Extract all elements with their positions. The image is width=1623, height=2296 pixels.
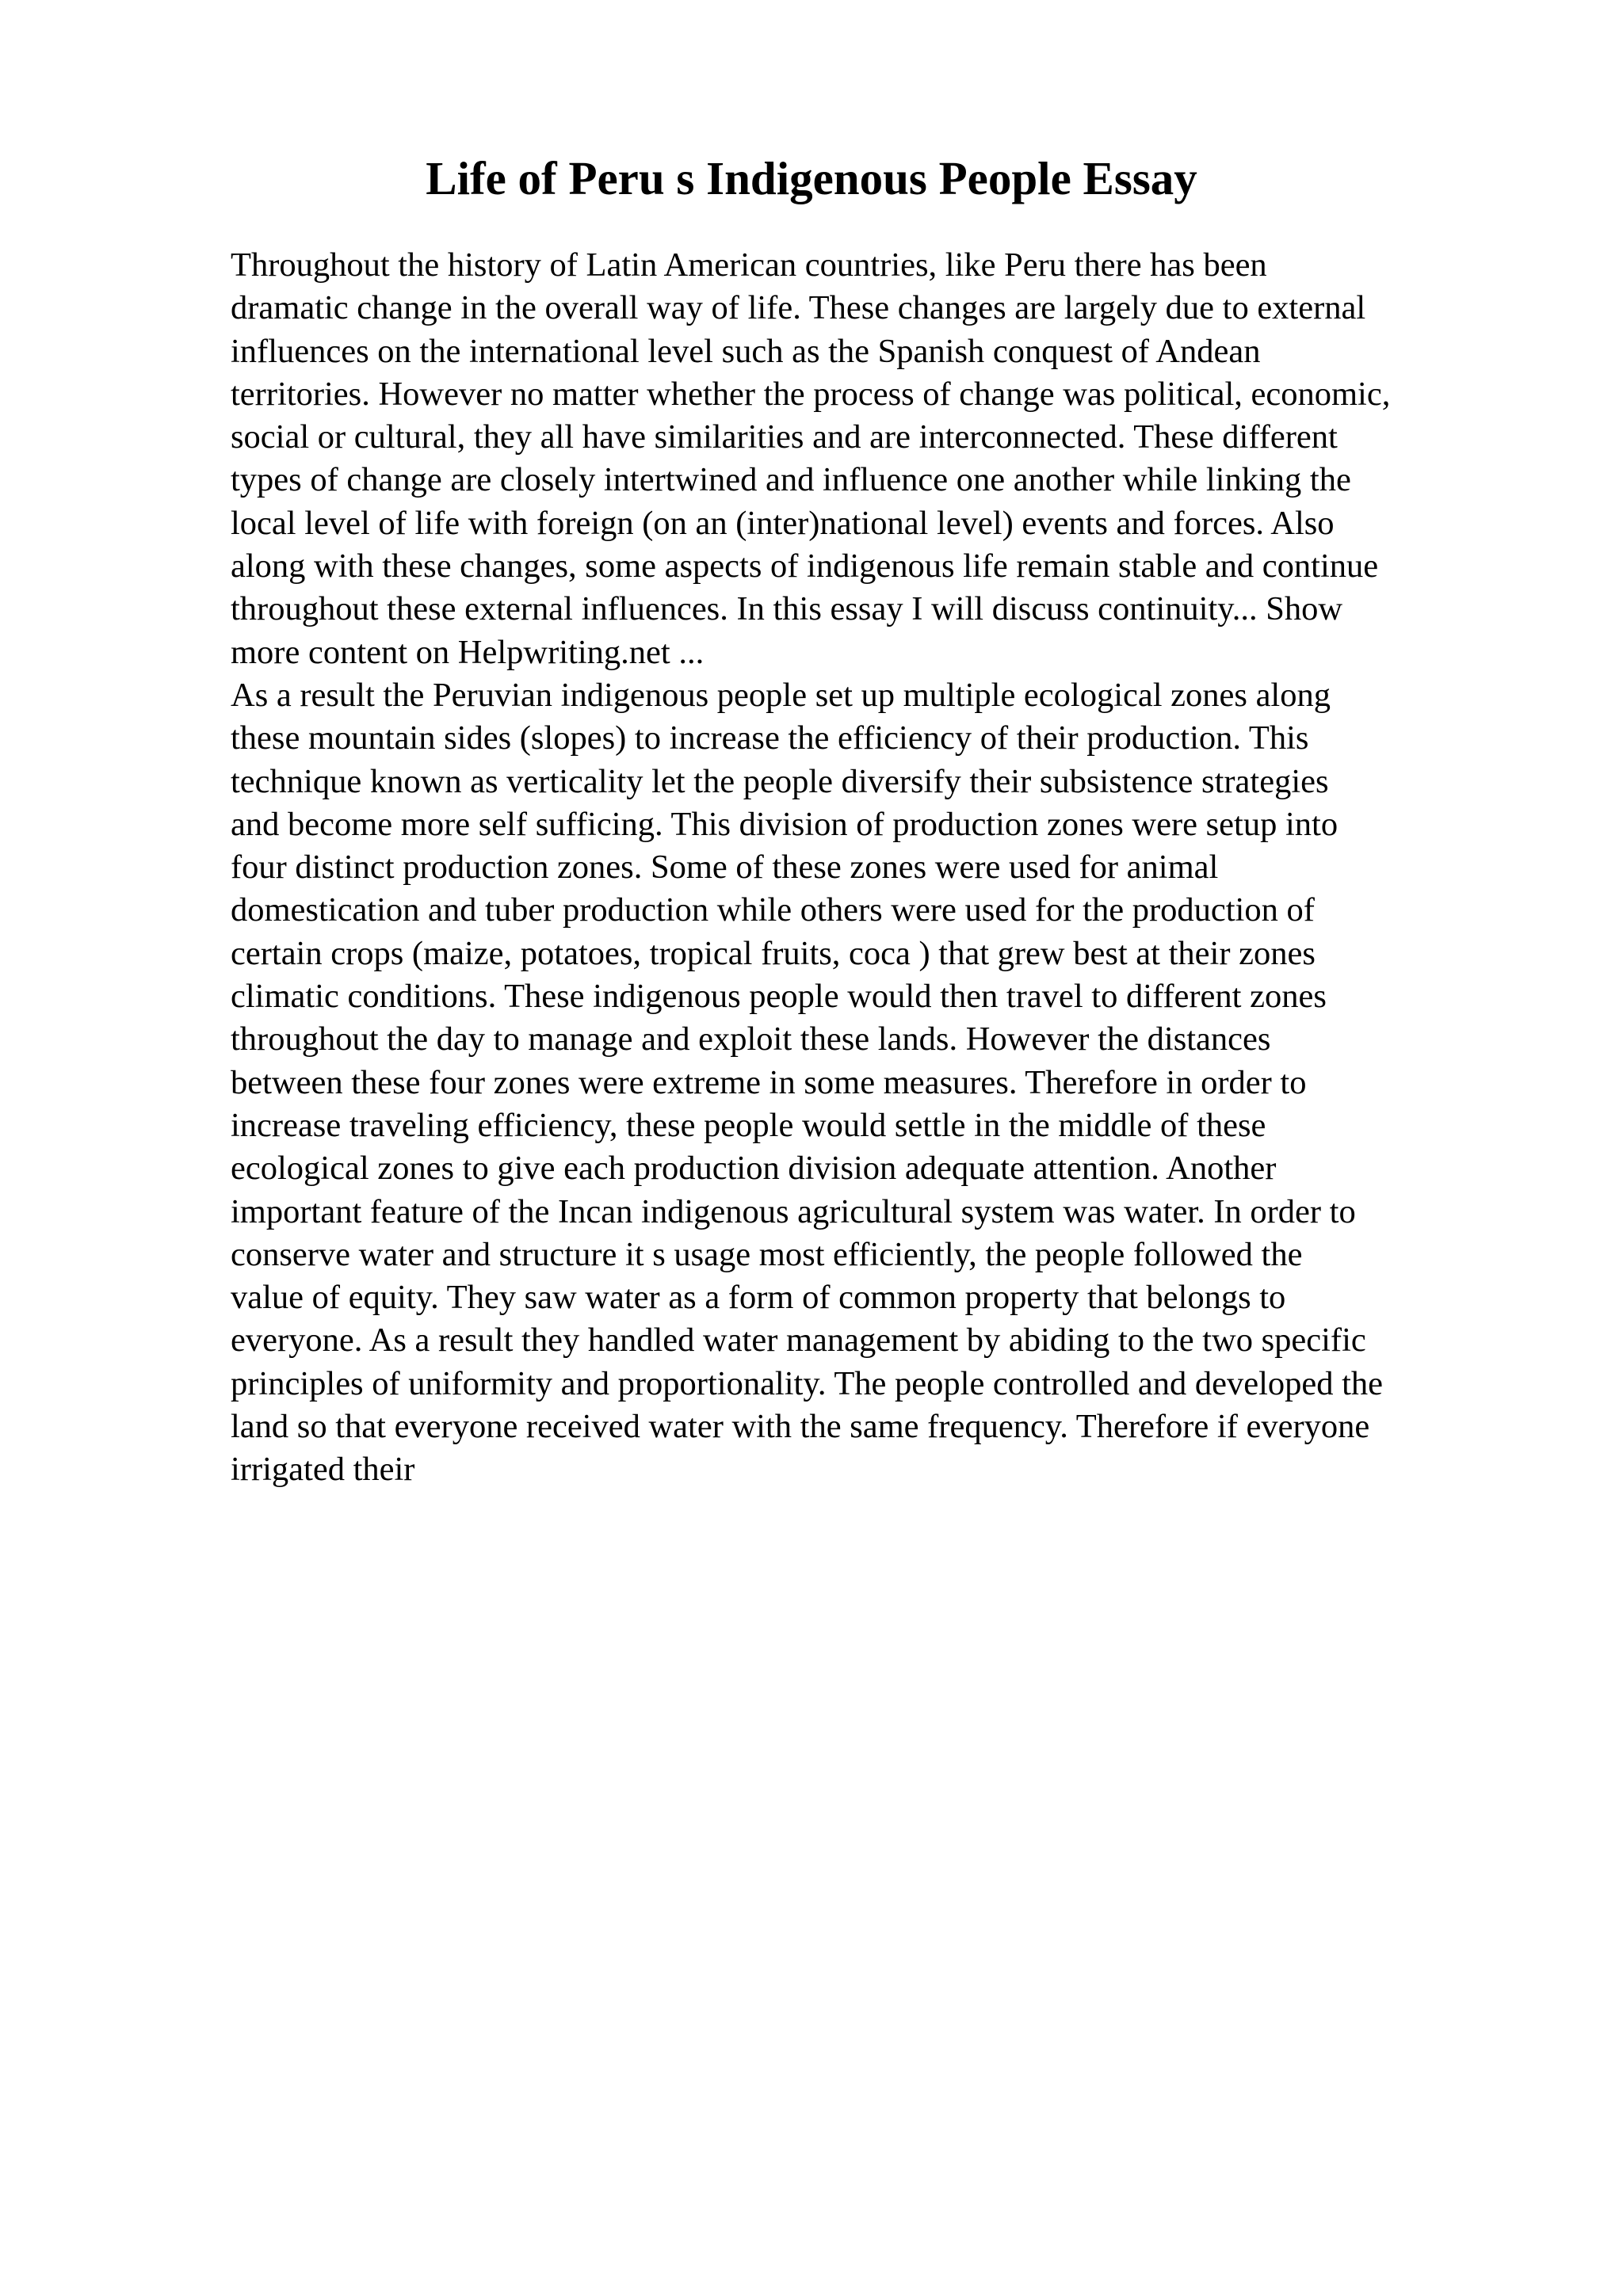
essay-line: irrigated their <box>231 1451 415 1489</box>
essay-body <box>231 244 1530 1492</box>
essay-line: four distinct production zones. Some of these zones were used for animal <box>231 849 1219 887</box>
essay-line: As a result the Peruvian indigenous people set up multiple ecological zones along <box>231 676 1331 714</box>
essay-line: ecological zones to give each production division adequate attention. Another <box>231 1150 1277 1188</box>
essay-line: between these four zones were extreme in some measures. Therefore in order to <box>231 1063 1307 1101</box>
essay-line: value of equity. They saw water as a form of common property that belongs to <box>231 1279 1286 1317</box>
essay-line: domestication and tuber production while others were used for the production of <box>231 891 1315 929</box>
essay-line: influences on the international level such as the Spanish conquest of Andean <box>231 332 1261 370</box>
essay-line: important feature of the Incan indigenous agricultural system was water. In order to <box>231 1192 1356 1230</box>
essay-line: conserve water and structure it s usage most efficiently, the people followed the <box>231 1235 1303 1273</box>
essay-line: certain crops (maize, potatoes, tropical fruits, coca ) that grew best at their zones <box>231 934 1316 972</box>
essay-line: social or cultural, they all have similarities and are interconnected. These different <box>231 418 1338 456</box>
essay-line: and become more self sufficing. This division of production zones were setup into <box>231 805 1338 843</box>
essay-line: local level of life with foreign (on an (inter)national level) events and forces. Also <box>231 504 1335 542</box>
essay-line: everyone. As a result they handled water management by abiding to the two specific <box>231 1322 1366 1360</box>
essay-line: throughout the day to manage and exploit these lands. However the distances <box>231 1020 1271 1058</box>
essay-line: dramatic change in the overall way of life. These changes are largely due to external <box>231 289 1366 327</box>
essay-line: more content on Helpwriting.net ... <box>231 633 705 671</box>
essay-line: throughout these external influences. In this essay I will discuss continuity... Show <box>231 590 1343 628</box>
essay-line: these mountain sides (slopes) to increase the efficiency of their production. This <box>231 719 1309 757</box>
essay-line: land so that everyone received water with the same frequency. Therefore if everyone <box>231 1408 1370 1446</box>
essay-line: along with these changes, some aspects of indigenous life remain stable and continue <box>231 547 1379 585</box>
essay-line: technique known as verticality let the people diversify their subsistence strategies <box>231 762 1329 800</box>
essay-line: increase traveling efficiency, these people would settle in the middle of these <box>231 1106 1266 1144</box>
essay-line: Throughout the history of Latin American countries, like Peru there has been <box>231 246 1267 284</box>
essay-line: types of change are closely intertwined and influence one another while linking the <box>231 461 1351 499</box>
essay-title: Life of Peru s Indigenous People Essay <box>426 152 1197 204</box>
essay-line: principles of uniformity and proportionality. The people controlled and developed the <box>231 1364 1384 1402</box>
essay-line: territories. However no matter whether the process of change was political, economic, <box>231 375 1391 413</box>
essay-line: climatic conditions. These indigenous people would then travel to different zones <box>231 978 1327 1016</box>
